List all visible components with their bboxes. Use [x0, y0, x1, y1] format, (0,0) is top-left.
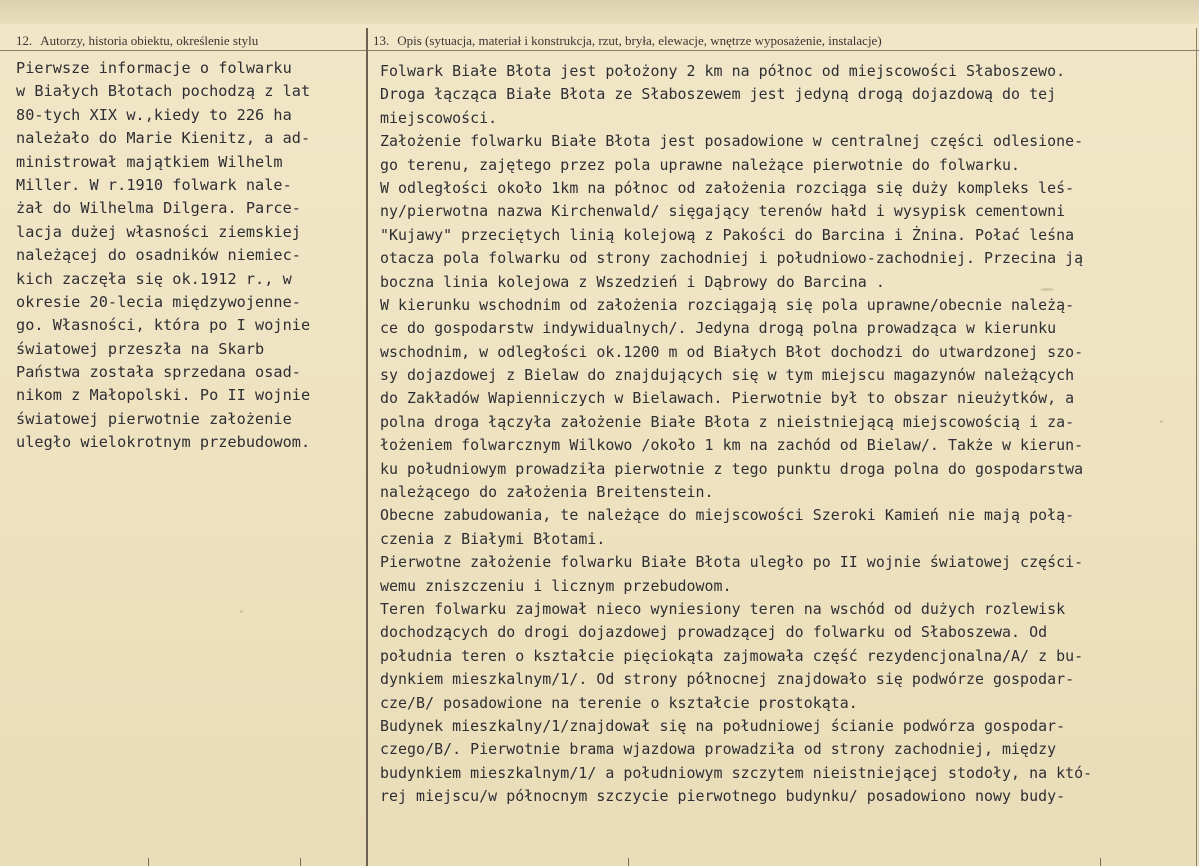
description-line: go terenu, zajętego przez pola uprawne należące pierwotnie do folwarku.	[380, 155, 1021, 174]
left-column-title: Autorzy, historia obiektu, określenie stylu	[40, 33, 259, 48]
description-line: Folwark Białe Błota jest położony 2 km na północ od miejscowości Słaboszewo.	[380, 62, 1066, 80]
left-column-number: 12.	[16, 33, 33, 48]
history-line: nikom z Małopolski. Po II wojnie	[16, 386, 311, 405]
description-line: W odległości około 1km na północ od założenia rozciąga się duży kompleks leś-	[380, 178, 1075, 197]
description-line: czenia z Białymi Błotami.	[380, 529, 606, 548]
history-line: Miller. W r.1910 folwark nale-	[16, 175, 292, 194]
history-text	[16, 57, 310, 455]
description-line: ce do gospodarstw indywidualnych/. Jedyna drogą polna prowadząca w kierunku	[380, 319, 1057, 338]
description-line: wschodnim, w odległości ok.1200 m od Białych Błot dochodzi do utwardzonej szo-	[380, 342, 1084, 361]
right-edge-rule	[1196, 28, 1197, 866]
paper-speck	[1040, 288, 1054, 291]
column-divider	[366, 28, 368, 866]
description-line: boczna linia kolejowa z Wszedzień i Dąbrowy do Barcina .	[380, 272, 885, 291]
header-rule	[0, 50, 1199, 51]
description-line: południa teren o kształcie pięciokąta zajmowała część rezydencjonalna/A/ z bu-	[380, 646, 1084, 665]
history-line: uległo wielokrotnym przebudowom.	[16, 433, 311, 452]
history-line: w Białych Błotach pochodzą z lat	[16, 82, 311, 101]
description-line: Obecne zabudowania, te należące do miejscowości Szeroki Kamień nie mają połą-	[380, 506, 1075, 525]
history-line: należało do Marie Kienitz, a ad-	[16, 129, 311, 148]
history-line: ministrował majątkiem Wilhelm	[16, 152, 283, 171]
description-line: łożeniem folwarcznym Wilkowo /około 1 km na zachód od Bielaw/. Także w kierun-	[380, 436, 1084, 455]
description-line: dynkiem mieszkalnym/1/. Od strony północnej znajdowało się podwórze gospodar-	[380, 670, 1075, 689]
history-line: Państwa została sprzedana osad-	[16, 363, 302, 382]
description-line: czego/B/. Pierwotnie brama wjazdowa prowadziła od strony zachodniej, między	[380, 740, 1057, 759]
history-line: światowej pierwotnie założenie	[16, 409, 292, 428]
description-line: "Kujawy" przeciętych linią kolejową z Pakości do Barcina i Żnina. Połać leśna	[380, 225, 1075, 244]
description-line: należącego do założenia Breitenstein.	[380, 483, 714, 502]
bottom-edge	[0, 858, 1199, 866]
description-text	[380, 60, 1092, 809]
history-line: żał do Wilhelma Dilgera. Parce-	[16, 199, 302, 218]
history-line: go. Własności, która po I wojnie	[16, 316, 311, 335]
right-column-header	[373, 33, 882, 49]
right-column-number: 13.	[373, 33, 390, 48]
bottom-tick	[300, 858, 301, 866]
history-line: należącej do osadników niemiec-	[16, 246, 302, 265]
description-line: cze/B/ posadowione na terenie o kształcie prostokąta.	[380, 693, 858, 712]
bottom-tick	[628, 858, 629, 866]
description-line: wemu zniszczeniu i licznym przebudowom.	[380, 576, 732, 595]
description-line: Budynek mieszkalny/1/znajdował się na południowej ścianie podwórza gospodar-	[380, 716, 1066, 735]
paper-speck	[240, 610, 243, 613]
description-line: ny/pierwotna nazwa Kirchenwald/ sięgający terenów hałd i wysypisk cementowni	[380, 202, 1066, 221]
description-line: rej miejscu/w północnym szczycie pierwotnego budynku/ posadowiono nowy budy-	[380, 787, 1066, 806]
description-line: polna droga łączyła założenie Białe Błota z nieistniejącą miejscowością i za-	[380, 412, 1075, 431]
history-line: okresie 20-lecia międzywojenne-	[16, 292, 302, 311]
description-line: Teren folwarku zajmował nieco wyniesiony teren na wschód od dużych rozlewisk	[380, 599, 1066, 618]
description-line: sy dojazdowej z Bielaw do znajdujących się w tym miejscu magazynów należących	[380, 366, 1075, 385]
right-column-title: Opis (sytuacja, materiał i konstrukcja, rzut, bryła, elewacje, wnętrze wyposażenie, instalacje)	[397, 33, 882, 48]
description-line: otacza pola folwarku od strony zachodniej i południowo-zachodniej. Przecina ją	[380, 249, 1084, 268]
bottom-tick	[148, 858, 149, 866]
description-line: Założenie folwarku Białe Błota jest posadowione w centralnej części odlesione-	[380, 132, 1084, 151]
description-line: budynkiem mieszkalnym/1/ a południowym szczytem nieistniejącej stodoły, na któ-	[380, 763, 1093, 782]
description-line: Pierwotne założenie folwarku Białe Błota uległo po II wojnie światowej części-	[380, 553, 1084, 572]
description-line: Droga łącząca Białe Błota ze Słaboszewem jest jedyną drogą dojazdową do tej	[380, 85, 1057, 104]
left-column-header	[16, 33, 258, 49]
description-line: W kierunku wschodnim od założenia rozciągają się pola uprawne/obecnie należą-	[380, 295, 1075, 314]
description-line: do Zakładów Wapienniczych w Bielawach. Pierwotnie był to obszar nieużytków, a	[380, 389, 1075, 408]
history-line: Pierwsze informacje o folwarku	[16, 59, 292, 77]
history-line: 80-tych XIX w.,kiedy to 226 ha	[16, 105, 292, 124]
description-line: ku południowym prowadziła pierwotnie z tego punktu droga polna do gospodarstwa	[380, 459, 1084, 478]
history-line: światowej przeszła na Skarb	[16, 339, 265, 358]
history-line: kich zaczęła się ok.1912 r., w	[16, 269, 292, 288]
description-line: miejscowości.	[380, 108, 498, 127]
bottom-tick	[1100, 858, 1101, 866]
description-line: dochodzących do drogi dojazdowej prowadzącej do folwarku od Słaboszewa. Od	[380, 623, 1048, 642]
scan-top-shadow	[0, 0, 1199, 24]
history-line: lacja dużej własności ziemskiej	[16, 222, 302, 241]
paper-speck	[1160, 420, 1163, 423]
